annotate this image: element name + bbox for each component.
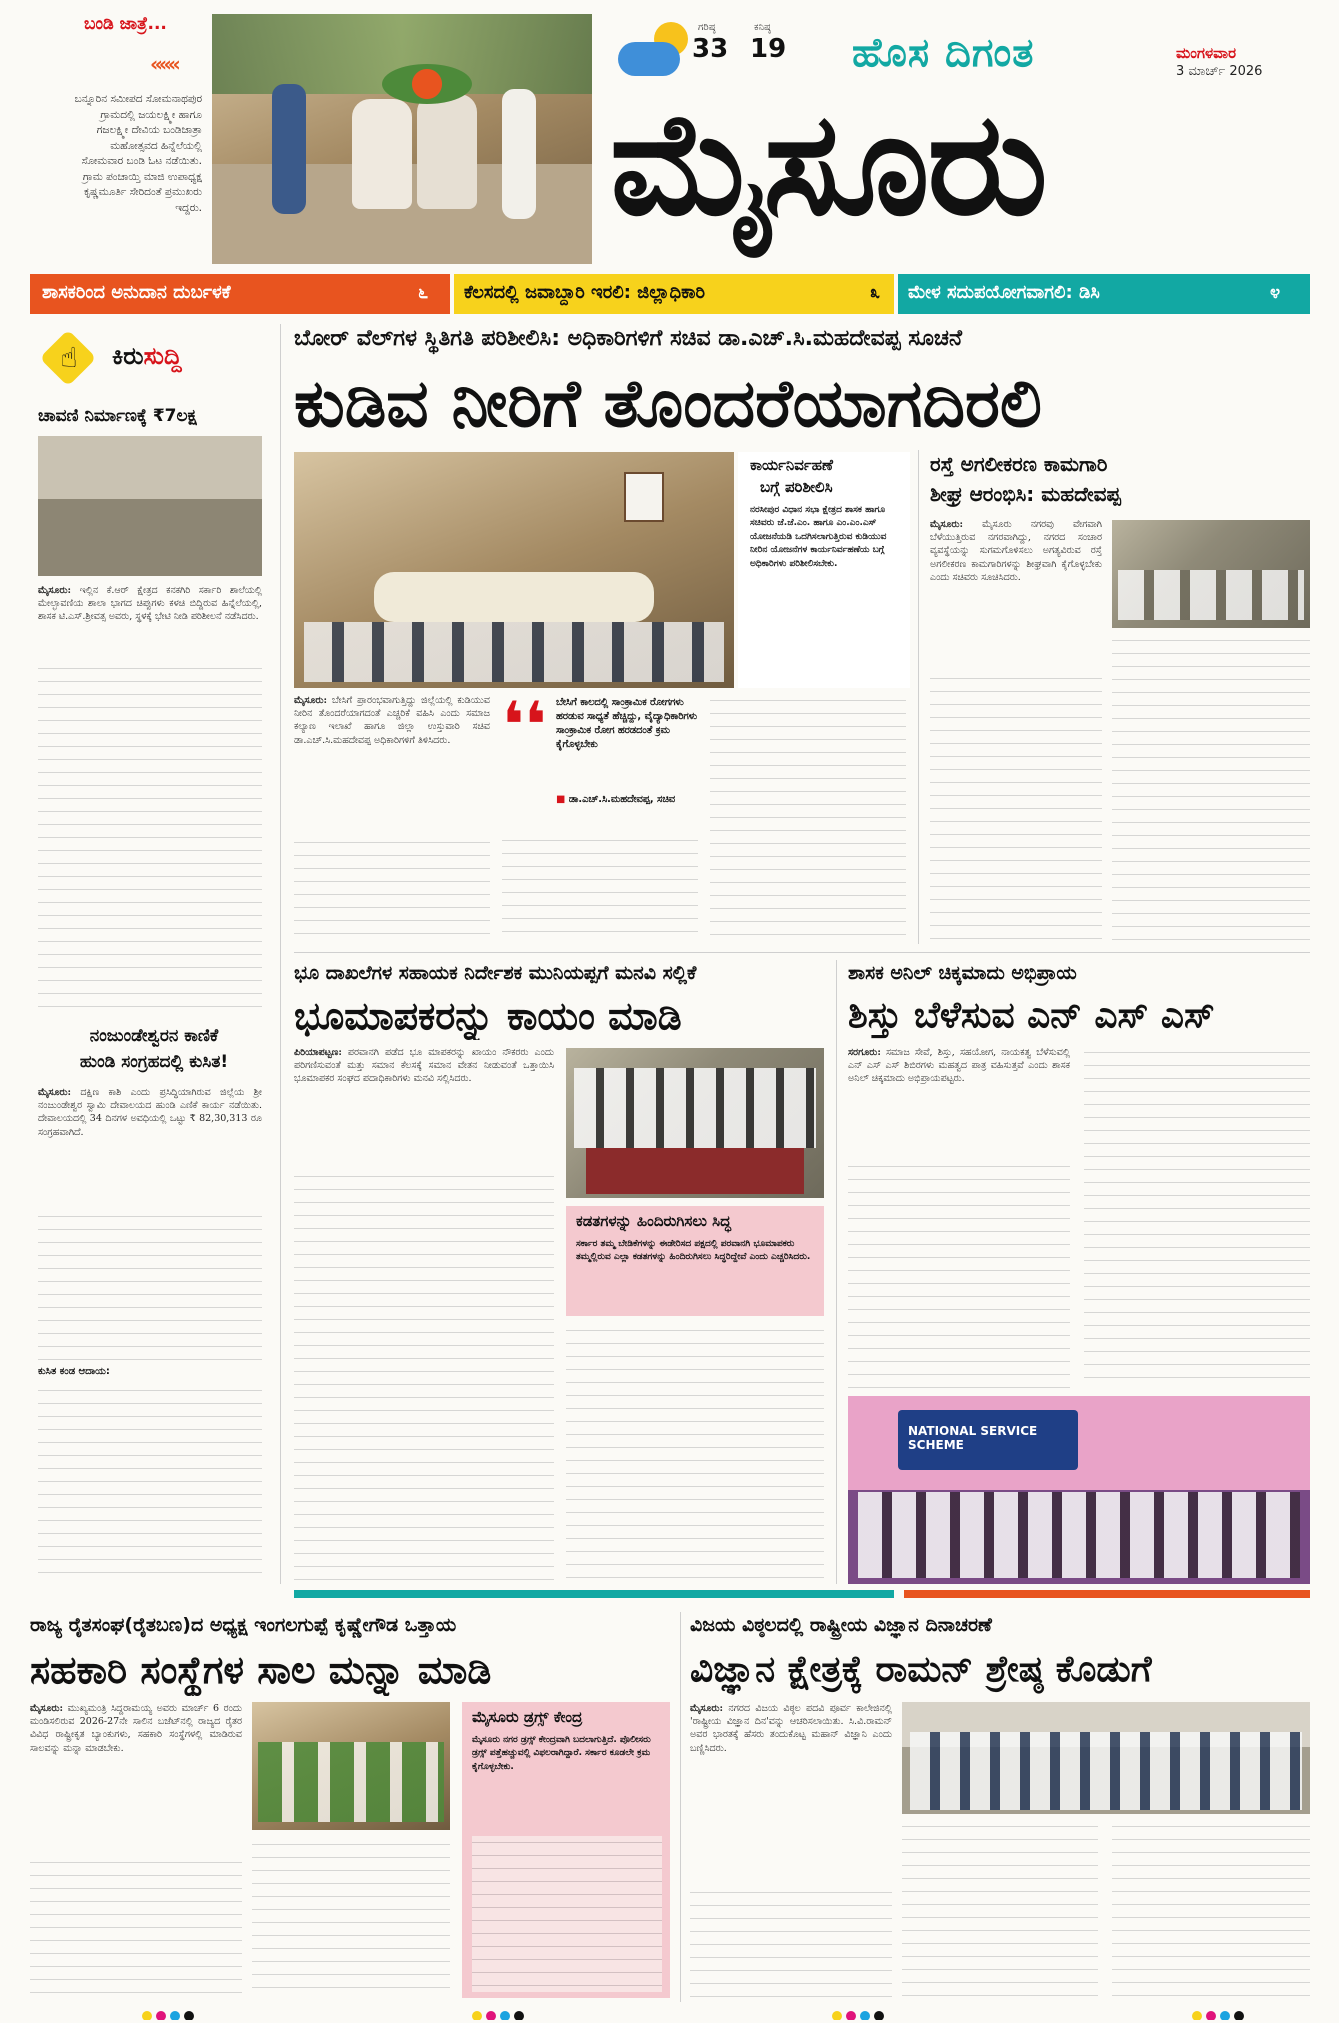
lead-body-text: ಬೇಸಿಗೆ ಪ್ರಾರಂಭವಾಗುತ್ತಿದ್ದು ಜಿಲ್ಲೆಯಲ್ಲಿ ಕುಡಿಯುವ ನೀರಿನ ತೊಂದರೆಯಾಗದಂತೆ ಎಚ್ಚರಿಕೆ ವಹಿಸಿ ಎಂದು ಸಮಾಜ ಕಲ್ಯಾಣ ಇಲಾಖೆ ಹಾಗೂ ಜಿಲ್ಲಾ ಉಸ್ತುವಾರಿ ಸಚಿವ ಡಾ.ಎಚ್.ಸಿ.ಮಹದೇವಪ್ಪ ಅಧಿಕಾರಿಗಳಿಗೆ ತಿಳಿಸಿದರು. xyxy=(294,695,490,746)
weather-min: 19 xyxy=(750,34,787,64)
section-color-bar xyxy=(294,1590,1310,1598)
strip-item-page: ೪ xyxy=(1270,282,1281,303)
teaser-arrow-icon: ««« xyxy=(150,52,177,74)
photo-table xyxy=(374,572,654,622)
weather-max: 33 xyxy=(692,34,729,64)
road-body xyxy=(930,518,1102,668)
coop-box xyxy=(462,1702,670,1998)
strip-item-text: ಮೇಳ ಸದುಪಯೋಗವಾಗಲಿ: ಡಿಸಿ xyxy=(908,282,1100,303)
memorandum-photo xyxy=(566,1048,824,1198)
nss-body-column-2 xyxy=(1084,1046,1310,1388)
road-dateline: ಮೈಸೂರು: xyxy=(930,519,964,530)
box-title-a: ಕಾರ್ಯನಿರ್ವಹಣೆ xyxy=(750,456,833,474)
sidebar-brand-a: ಕಿರು xyxy=(112,342,144,370)
science-body-column-2 xyxy=(902,1820,1098,1998)
survey-dateline: ಪಿರಿಯಾಪಟ್ಟಣ: xyxy=(294,1047,342,1058)
road-body-continuation xyxy=(930,672,1102,944)
story2-continuation xyxy=(38,1384,262,1574)
story2-text: ದಕ್ಷಿಣ ಕಾಶಿ ಎಂದು ಪ್ರಸಿದ್ಧಿಯಾಗಿರುವ ಜಿಲ್ಲೆಯ ಶ್ರೀ ನಂಜುಂಡೇಶ್ವರ ಸ್ವಾಮಿ ದೇವಾಲಯದ ಹುಂಡಿ ಎಣಿಕೆ ಕಾರ್ಯ ನಡೆಯಿತು. ದೇವಾಲಯದಲ್ಲಿ 34 ದಿನಗಳ ಅವಧಿಯಲ್ಲಿ ಒಟ್ಟು ₹ 82,30,313 ರೂ ಸಂಗ್ರಹವಾಗಿದೆ. xyxy=(38,1087,262,1138)
nss-camp-photo xyxy=(848,1396,1310,1584)
coop-kicker: ರಾಜ್ಯ ರೈತಸಂಘ(ರೈತಬಣ)ದ ಅಧ್ಯಕ್ಷ ಇಂಗಲಗುಪ್ಪೆ ಕೃಷ್ಣೇಗೌಡ ಒತ್ತಾಯ xyxy=(30,1614,457,1636)
bullock-cart-race-photo xyxy=(212,14,592,264)
nss-banner xyxy=(898,1410,1078,1470)
nss-banner-text: NATIONAL SERVICE SCHEME xyxy=(908,1424,1038,1452)
column-divider xyxy=(680,1612,681,2002)
strip-item-text: ಕೆಲಸದಲ್ಲಿ ಜವಾಬ್ದಾರಿ ಇರಲಿ: ಜಿಲ್ಲಾಧಿಕಾರಿ xyxy=(464,282,706,303)
coop-box-continuation xyxy=(472,1836,662,1992)
registration-marks xyxy=(830,2006,890,2020)
photo-runner xyxy=(272,84,306,214)
coop-body-column-2 xyxy=(252,1838,450,1998)
nss-dateline: ಸರಗೂರು: xyxy=(848,1047,881,1058)
road-headline: ಶೀಘ್ರ ಆರಂಭಿಸಿ: ಮಹದೇವಪ್ಪ xyxy=(930,482,1121,506)
index-strip xyxy=(30,274,1310,314)
photo-people xyxy=(304,622,724,682)
sidebar-brand-b: ಸುದ್ದಿ xyxy=(143,342,182,370)
roof-inspection-photo xyxy=(38,436,262,576)
lead-body-continuation xyxy=(294,836,490,944)
story1-title: ಚಾವಣಿ ನಿರ್ಮಾಣಕ್ಕೆ ₹7ಲಕ್ಷ xyxy=(38,406,197,426)
lead-kicker: ಬೋರ್ ವೆಲ್‌ಗಳ ಸ್ಥಿತಿಗತಿ ಪರಿಶೀಲಿಸಿ: ಅಧಿಕಾರಿಗಳಿಗೆ ಸಚಿವ ಡಾ.ಎಚ್.ಸಿ.ಮಹದೇವಪ್ಪ ಸೂಚನೆ xyxy=(294,326,963,351)
quote-bullet-icon: ■ xyxy=(556,794,566,805)
story1-dateline: ಮೈಸೂರು: xyxy=(38,585,72,596)
nss-body xyxy=(848,1046,1070,1156)
photo-people xyxy=(258,1742,444,1822)
coop-body-continuation xyxy=(30,1856,242,1998)
story2-continuation xyxy=(38,1210,262,1360)
section-divider xyxy=(294,952,1310,953)
lead-headline: ಕುಡಿವ ನೀರಿಗೆ ತೊಂದರೆಯಾಗದಿರಲಿ xyxy=(294,365,1042,442)
story2-title-a: ನಂಜುಂಡೇಶ್ವರನ ಕಾಣಿಕೆ xyxy=(89,1026,219,1046)
registration-marks xyxy=(1190,2006,1250,2020)
road-meeting-photo xyxy=(1112,520,1310,628)
story2-body xyxy=(38,1086,262,1206)
registration-marks xyxy=(470,2006,530,2020)
coop-box-title: ಮೈಸೂರು ಡ್ರಗ್ಸ್ ಕೇಂದ್ರ xyxy=(472,1708,583,1726)
strip-item-page: ೩ xyxy=(870,282,881,303)
quote-byline xyxy=(556,794,712,812)
teaser-text: ಬನ್ನೂರಿನ ಸಮೀಪದ ಸೋಮನಾಥಪುರ ಗ್ರಾಮದಲ್ಲಿ ಜಯಲಕ್ಷ್ಮೀ ಹಾಗೂ ಗಜಲಕ್ಷ್ಮೀ ದೇವಿಯ ಬಂಡಿಜಾತ್ರಾ ಮಹೋತ್ಸವದ ಹಿನ್ನೆಲೆಯಲ್ಲಿ ಸೋಮವಾರ ಬಂಡಿ ಓಟ ನಡೆಯಿತು. ಗ್ರಾಮ ಪಂಚಾಯ್ತಿ ಮಾಜಿ ಉಪಾಧ್ಯಕ್ಷ ಕೃಷ್ಣಮೂರ್ತಿ ಸೇರಿದಂತೆ ಪ್ರಮುಖರು ಇದ್ದರು. xyxy=(74,93,202,214)
story1-continuation xyxy=(38,662,262,1010)
lead-dateline: ಮೈಸೂರು: xyxy=(294,695,328,706)
teaser-box xyxy=(30,8,208,264)
story2-title-b: ಹುಂಡಿ ಸಂಗ್ರಹದಲ್ಲಿ ಕುಸಿತ! xyxy=(79,1052,229,1072)
lead-body xyxy=(294,694,490,834)
quote-mark-icon: ❛❛ xyxy=(502,694,547,734)
registration-marks xyxy=(140,2006,200,2020)
quote-text: ಬೇಸಿಗೆ ಕಾಲದಲ್ಲಿ ಸಾಂಕ್ರಾಮಿಕ ರೋಗಗಳು ಹರಡುವ ಸಾಧ್ಯತೆ ಹೆಚ್ಚಿದ್ದು, ವೈದ್ಯಾಧಿಕಾರಿಗಳು ಸಾಂಕ್ರಾಮಿಕ ರೋಗ ಹರಡದಂತೆ ಕ್ರಮ ಕೈಗೊಳ್ಳಬೇಕು xyxy=(556,697,698,750)
column-divider xyxy=(280,324,281,1584)
photo-people xyxy=(574,1068,816,1148)
nss-kicker: ಶಾಸಕ ಅನಿಲ್ ಚಿಕ್ಕಮಾದು ಅಭಿಪ್ರಾಯ xyxy=(848,962,1077,984)
photo-bullock xyxy=(417,94,477,209)
story1-text: ಇಲ್ಲಿನ ಕೆ.ಆರ್ ಕ್ಷೇತ್ರದ ಕನಕಗಿರಿ ಸರ್ಕಾರಿ ಶಾಲೆಯಲ್ಲಿ ಮೇಲ್ಛಾವಣಿಯ ಶಾಲಾ ಭಾಗದ ಚಿಪ್ಪುಗಳು ಕಳಚಿ ಬಿದ್ದಿರುವ ಹಿನ್ನೆಲೆಯಲ್ಲಿ, ಶಾಸಕ ಟಿ.ಎಸ್.ಶ್ರೀವತ್ಸ ಅವರು, ಸ್ಥಳಕ್ಕೆ ಭೇಟಿ ನೀಡಿ ಪರಿಶೀಲನೆ ನಡೆಸಿದರು. xyxy=(38,585,262,623)
nss-headline: ಶಿಸ್ತು ಬೆಳೆಸುವ ಎನ್ ಎಸ್ ಎಸ್ xyxy=(848,995,1215,1036)
strip-item[interactable] xyxy=(30,274,450,314)
story2-dateline: ಮೈಸೂರು: xyxy=(38,1087,72,1098)
weather-min-label: ಕನಿಷ್ಠ xyxy=(754,22,771,33)
paper-logo: ಹೊಸ ದಿಗಂತ xyxy=(852,30,1035,76)
photo-runner xyxy=(502,89,536,219)
survey-body-text: ಪರವಾನಗಿ ಪಡೆದ ಭೂ ಮಾಪಕರನ್ನು ಖಾಯಂ ನೌಕರರು ಎಂದು ಪರಿಗಣಿಸುವಂತೆ ಮತ್ತು ಸಮಾನ ಕೆಲಸಕ್ಕೆ ಸಮಾನ ವೇತನ ನೀಡುವಂತೆ ಒತ್ತಾಯಿಸಿ ಭೂಮಾಪಕರ ಸಂಘದ ಪದಾಧಿಕಾರಿಗಳು ಮನವಿ ಸಲ್ಲಿಸಿದರು. xyxy=(294,1047,554,1085)
edition-title: ಮೈಸೂರು xyxy=(610,82,1046,247)
road-body-column-2 xyxy=(1112,634,1310,944)
science-body xyxy=(690,1702,892,1882)
strip-item-text: ಶಾಸಕರಿಂದ ಅನುದಾನ ದುರ್ಬಳಕೆ xyxy=(42,282,231,303)
science-kicker: ವಿಜಯ ವಿಠ್ಠಲದಲ್ಲಿ ರಾಷ್ಟ್ರೀಯ ವಿಜ್ಞಾನ ದಿನಾಚರಣೆ xyxy=(690,1614,992,1636)
teaser-title: ಬಂಡಿ ಜಾತ್ರೆ... xyxy=(84,14,167,34)
science-body-continuation xyxy=(690,1886,892,1998)
science-body-column-3 xyxy=(1112,1820,1310,1998)
survey-body xyxy=(294,1046,554,1166)
coop-box-text: ಮೈಸೂರು ನಗರ ಡ್ರಗ್ಸ್ ಕೇಂದ್ರವಾಗಿ ಬದಲಾಗುತ್ತಿದೆ. ಪೊಲೀಸರು ಡ್ರಗ್ಸ್ ಪತ್ತೆಹಚ್ಚುವಲ್ಲಿ ವಿಫಲರಾಗಿದ್ದಾರೆ. ಸರ್ಕಾರ ಕೂಡಲೇ ಕ್ರಮ ಕೈಗೊಳ್ಳಬೇಕು. xyxy=(472,1735,651,1772)
column-divider xyxy=(836,960,837,1584)
coop-dateline: ಮೈಸೂರು: xyxy=(30,1703,64,1714)
survey-box-text: ಸರ್ಕಾರ ತಮ್ಮ ಬೇಡಿಕೆಗಳನ್ನು ಈಡೇರಿಸದ ಪಕ್ಷದಲ್ಲಿ ಪರವಾನಗಿ ಭೂಮಾಪಕರು ತಮ್ಮಲ್ಲಿರುವ ಎಲ್ಲಾ ಕಡತಗಳನ್ನು ಹಿಂದಿರುಗಿಸಲು ಸಿದ್ಧರಿದ್ದೇವೆ ಎಂದು ಎಚ್ಚರಿಸಿದರು. xyxy=(576,1239,811,1263)
photo-garland xyxy=(382,64,472,104)
science-headline: ವಿಜ್ಞಾನ ಕ್ಷೇತ್ರಕ್ಕೆ ರಾಮನ್ ಶ್ರೇಷ್ಠ ಕೊಡುಗೆ xyxy=(690,1649,1152,1690)
photo-table xyxy=(586,1148,804,1194)
photo-people xyxy=(858,1492,1300,1578)
science-dateline: ಮೈಸೂರು: xyxy=(690,1703,724,1714)
survey-box xyxy=(566,1206,824,1316)
strip-item[interactable] xyxy=(454,274,894,314)
box-title-b: ಬಗ್ಗೆ ಪರಿಶೀಲಿಸಿ xyxy=(760,478,833,496)
survey-body-column-2 xyxy=(566,1324,824,1582)
photo-bullock xyxy=(352,99,412,209)
story2-subhead: ಕುಸಿತ ಕಂಡ ಆದಾಯ: xyxy=(38,1366,110,1377)
road-kicker: ರಸ್ತೆ ಅಗಲೀಕರಣ ಕಾಮಗಾರಿ xyxy=(930,452,1108,476)
coop-body-text: ಮುಖ್ಯಮಂತ್ರಿ ಸಿದ್ದರಾಮಯ್ಯ ಅವರು ಮಾರ್ಚ್ 6 ರಂದು ಮಂಡಿಸಲಿರುವ 2026-27ನೇ ಸಾಲಿನ ಬಜೆಟ್‌ನಲ್ಲಿ ರಾಜ್ಯದ ರೈತರ ವಿವಿಧ ರಾಷ್ಟ್ರೀಕೃತ ಬ್ಯಾಂಕುಗಳು, ಸಹಕಾರಿ ಸಂಸ್ಥೆಗಳಲ್ಲಿ ಮಾಡಿರುವ ಸಾಲವನ್ನು ಮನ್ನಾ ಮಾಡಬೇಕು. xyxy=(30,1703,242,1754)
color-segment xyxy=(904,1590,1310,1598)
lead-body-column-3 xyxy=(710,694,906,944)
photo-portrait xyxy=(624,472,664,522)
lead-sidebar-box xyxy=(738,452,910,688)
lead-body-column-2 xyxy=(502,834,698,944)
date-label: 3 ಮಾರ್ಚ್ 2026 xyxy=(1176,64,1263,79)
coop-body xyxy=(30,1702,242,1852)
pointing-hand-icon: ☝ xyxy=(60,341,78,374)
coop-headline: ಸಹಕಾರಿ ಸಂಸ್ಥೆಗಳ ಸಾಲ ಮನ್ನಾ ಮಾಡಿ xyxy=(30,1648,492,1692)
farmers-protest-photo xyxy=(252,1702,450,1830)
quote-by: ಡಾ.ಎಚ್.ಸಿ.ಮಹದೇವಪ್ಪ, ಸಚಿವ xyxy=(568,794,676,805)
nss-body-text: ಸಮಾಜ ಸೇವೆ, ಶಿಸ್ತು, ಸಹಯೋಗ, ನಾಯಕತ್ವ ಬೆಳೆಸುವಲ್ಲಿ ಎನ್ ಎಸ್ ಎಸ್ ಶಿಬಿರಗಳು ಮಹತ್ವದ ಪಾತ್ರ ವಹಿಸುತ್ತವೆ ಎಂದು ಶಾಸಕ ಅನಿಲ್ ಚಿಕ್ಕಮಾದು ಅಭಿಪ್ರಾಯಪಟ್ಟರು. xyxy=(848,1047,1070,1085)
strip-item-page: ೬ xyxy=(418,282,429,303)
survey-body-continuation xyxy=(294,1170,554,1582)
weather-max-label: ಗರಿಷ್ಠ xyxy=(698,22,716,33)
strip-item[interactable] xyxy=(898,274,1310,314)
color-segment xyxy=(294,1590,894,1598)
column-divider xyxy=(918,450,919,944)
survey-kicker: ಭೂ ದಾಖಲೆಗಳ ಸಹಾಯಕ ನಿರ್ದೇಶಕ ಮುನಿಯಪ್ಪಗೆ ಮನವಿ ಸಲ್ಲಿಕೆ xyxy=(294,962,697,984)
sidebar-brand xyxy=(112,342,272,376)
nss-body-continuation xyxy=(848,1160,1070,1388)
survey-box-title: ಕಡತಗಳನ್ನು ಹಿಂದಿರುಗಿಸಲು ಸಿದ್ಧ xyxy=(576,1212,731,1230)
photo-people xyxy=(1118,570,1304,620)
box-text: ನರಸೀಪುರ ವಿಧಾನ ಸಭಾ ಕ್ಷೇತ್ರದ ಶಾಸಕ ಹಾಗೂ ಸಚಿವರು ಜೆ.ಜೆ.ಎಂ. ಹಾಗೂ ಎಂ.ಎಂ.ಎಸ್ ಯೋಜನೆಯಡಿ ಒದಗಿಸಲಾಗುತ್ತಿರುವ ಕುಡಿಯುವ ನೀರಿನ ಯೋಜನೆಗಳ ಕಾರ್ಯನಿರ್ವಹಣೆಯ ಬಗ್ಗೆ ಅಧಿಕಾರಿಗಳು ಪರಿಶೀಲಿಸಬೇಕು. xyxy=(750,505,887,569)
science-day-photo xyxy=(902,1702,1310,1814)
science-body-text: ನಗರದ ವಿಜಯ ವಿಠ್ಠಲ ಪದವಿ ಪೂರ್ವ ಕಾಲೇಜಿನಲ್ಲಿ 'ರಾಷ್ಟ್ರೀಯ ವಿಜ್ಞಾನ ದಿನ'ವನ್ನು ಆಚರಿಸಲಾಯಿತು. ಸಿ.ವಿ.ರಾಮನ್ ಅವರ ಭಾರತಕ್ಕೆ ಹೆಸರು ತಂದುಕೊಟ್ಟ ಮಹಾನ್ ವಿಜ್ಞಾನಿ ಎಂದು ಬಣ್ಣಿಸಿದರು. xyxy=(690,1703,892,1754)
lead-quote xyxy=(502,694,712,824)
road-body-text: ಮೈಸೂರು ನಗರವು ವೇಗವಾಗಿ ಬೆಳೆಯುತ್ತಿರುವ ನಗರವಾಗಿದ್ದು, ನಗರದ ಸಂಚಾರ ವ್ಯವಸ್ಥೆಯನ್ನು ಸುಗಮಗೊಳಿಸಲು ಅಗತ್ಯವಿರುವ ರಸ್ತೆ ಅಗಲೀಕರಣ ಕಾಮಗಾರಿಗಳನ್ನು ಶೀಘ್ರವಾಗಿ ಕೈಗೊಳ್ಳಬೇಕು ಎಂದು ಸಚಿವರು ಸೂಚಿಸಿದರು. xyxy=(930,519,1102,583)
sidebar xyxy=(30,322,272,1584)
day-label: ಮಂಗಳವಾರ xyxy=(1176,44,1237,62)
meeting-photo xyxy=(294,452,734,688)
survey-headline: ಭೂಮಾಪಕರನ್ನು ಕಾಯಂ ಮಾಡಿ xyxy=(294,994,682,1038)
photo-people xyxy=(910,1732,1302,1810)
